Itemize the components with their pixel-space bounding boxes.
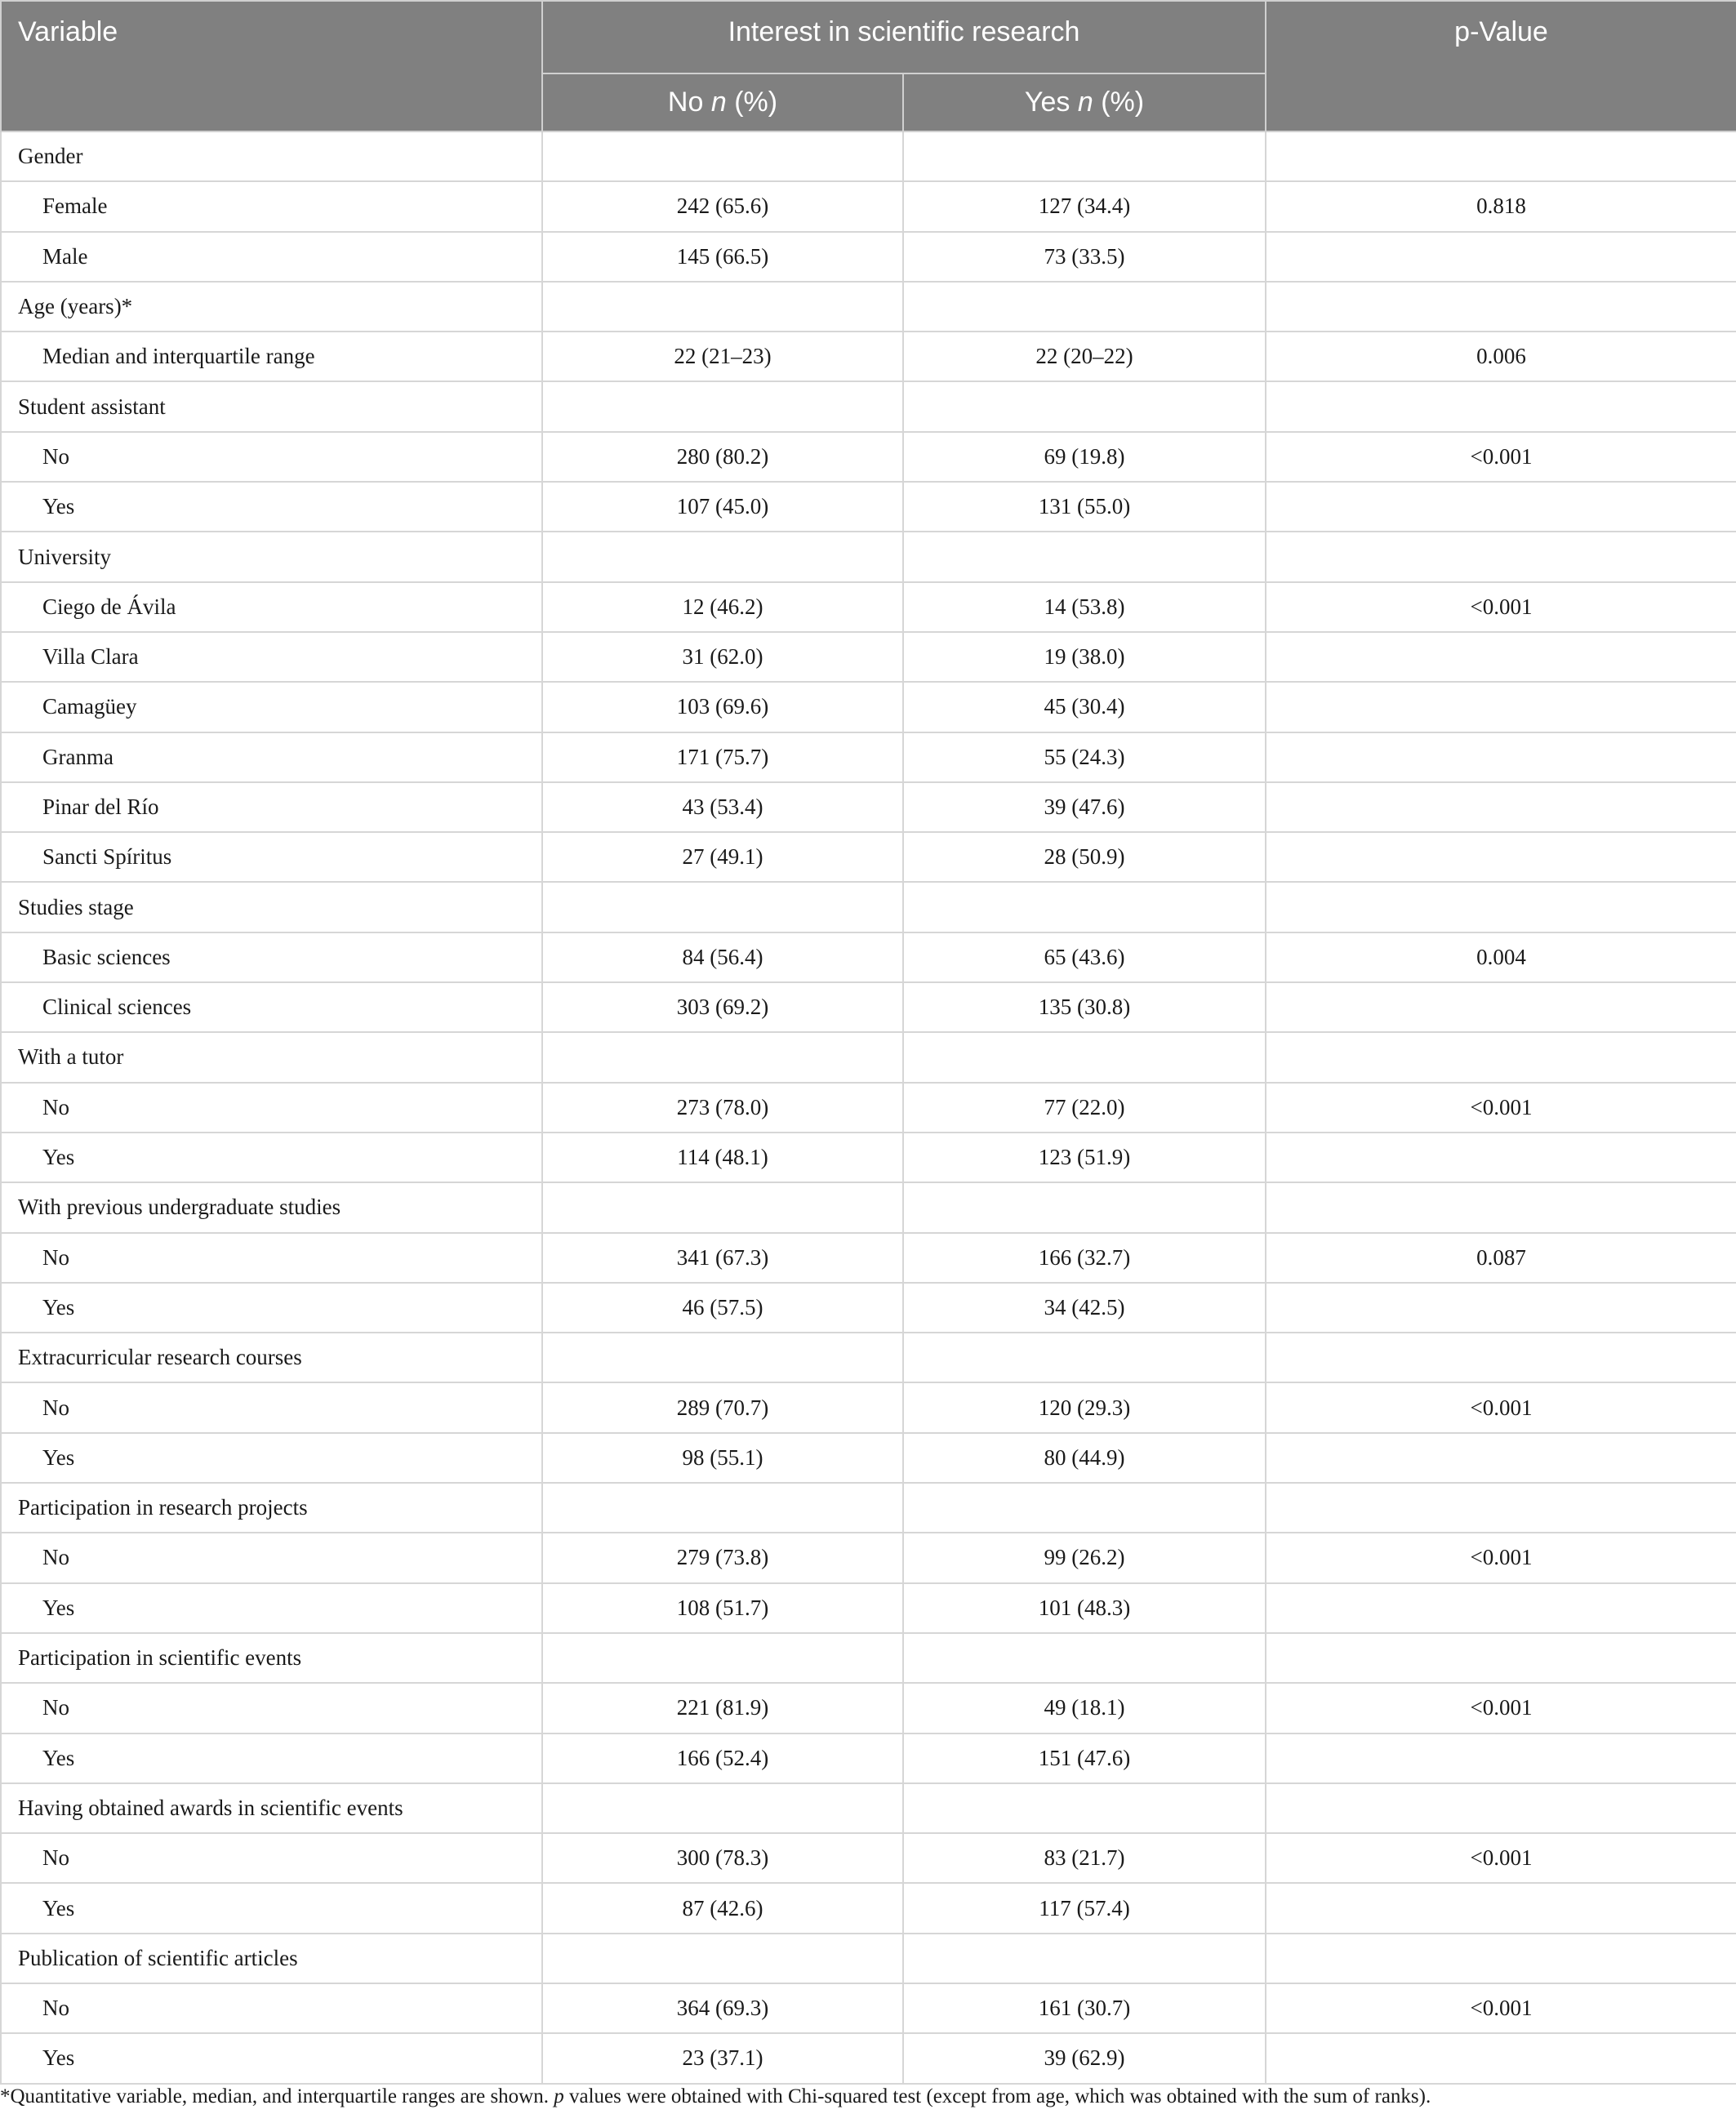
cell-pvalue: [1266, 1283, 1736, 1333]
cell-pvalue: [1266, 131, 1736, 181]
table-row: [1, 1433, 1736, 1483]
cell-yes: 69 (19.8): [903, 432, 1266, 482]
cell-yes: 22 (20–22): [903, 332, 1266, 381]
table-group-row: [1, 131, 1736, 181]
group-label: Having obtained awards in scientific events: [1, 1783, 542, 1833]
header-interest: Interest in scientific research: [542, 1, 1266, 73]
table-body: [1, 131, 1736, 2084]
cell-no: [542, 381, 903, 431]
row-label: Yes: [1, 2033, 542, 2083]
cell-no: 364 (69.3): [542, 1983, 903, 2033]
group-label: Publication of scientific articles: [1, 1934, 542, 1983]
cell-yes: 120 (29.3): [903, 1382, 1266, 1432]
cell-pvalue: [1266, 1583, 1736, 1633]
header-no: [542, 73, 903, 131]
table-row: [1, 1233, 1736, 1283]
table-row: [1, 782, 1736, 832]
table-row: [1, 181, 1736, 231]
cell-yes: 80 (44.9): [903, 1433, 1266, 1483]
cell-pvalue: [1266, 532, 1736, 581]
group-label: Extracurricular research courses: [1, 1333, 542, 1382]
group-label: Studies stage: [1, 882, 542, 932]
table-group-row: [1, 1783, 1736, 1833]
cell-no: 107 (45.0): [542, 482, 903, 532]
cell-pvalue: [1266, 1433, 1736, 1483]
table-row: [1, 1683, 1736, 1733]
footnote-part1: *Quantitative variable, median, and interquartile ranges are shown.: [0, 2085, 554, 2107]
cell-no: [542, 882, 903, 932]
footnote-p-italic: p: [554, 2085, 564, 2107]
cell-pvalue: <0.001: [1266, 582, 1736, 632]
header-no-word: No: [667, 87, 704, 118]
header-yes-pct: (%): [1101, 87, 1145, 118]
cell-no: [542, 1633, 903, 1683]
cell-pvalue: <0.001: [1266, 1683, 1736, 1733]
cell-yes: 101 (48.3): [903, 1583, 1266, 1633]
cell-pvalue: [1266, 282, 1736, 332]
table-row: [1, 482, 1736, 532]
cell-no: 103 (69.6): [542, 682, 903, 732]
table-row: [1, 682, 1736, 732]
header-no-pct: (%): [734, 87, 778, 118]
table-row: [1, 1583, 1736, 1633]
table-row: [1, 1533, 1736, 1582]
table-row: [1, 1133, 1736, 1182]
cell-no: 221 (81.9): [542, 1683, 903, 1733]
table-group-row: [1, 882, 1736, 932]
row-label: No: [1, 1382, 542, 1432]
cell-pvalue: [1266, 1483, 1736, 1533]
cell-no: [542, 1182, 903, 1232]
cell-pvalue: [1266, 1733, 1736, 1783]
cell-yes: [903, 1483, 1266, 1533]
cell-yes: [903, 532, 1266, 581]
cell-pvalue: [1266, 1783, 1736, 1833]
cell-no: 171 (75.7): [542, 732, 903, 782]
cell-yes: 135 (30.8): [903, 982, 1266, 1032]
cell-yes: 19 (38.0): [903, 632, 1266, 682]
table-row: [1, 632, 1736, 682]
group-label: Student assistant: [1, 381, 542, 431]
table-row: [1, 832, 1736, 882]
cell-no: 31 (62.0): [542, 632, 903, 682]
cell-yes: 99 (26.2): [903, 1533, 1266, 1582]
cell-pvalue: [1266, 1032, 1736, 1082]
cell-yes: 131 (55.0): [903, 482, 1266, 532]
table-row: [1, 982, 1736, 1032]
table-row: [1, 1083, 1736, 1133]
row-label: No: [1, 1833, 542, 1883]
table-group-row: [1, 1032, 1736, 1082]
cell-no: 27 (49.1): [542, 832, 903, 882]
cell-yes: [903, 282, 1266, 332]
row-label: Yes: [1, 1133, 542, 1182]
group-label: Participation in scientific events: [1, 1633, 542, 1683]
cell-pvalue: [1266, 1633, 1736, 1683]
cell-no: 12 (46.2): [542, 582, 903, 632]
cell-no: [542, 532, 903, 581]
cell-pvalue: [1266, 1934, 1736, 1983]
table-group-row: [1, 1483, 1736, 1533]
cell-yes: [903, 1032, 1266, 1082]
cell-pvalue: <0.001: [1266, 1083, 1736, 1133]
cell-no: 87 (42.6): [542, 1883, 903, 1933]
cell-no: 22 (21–23): [542, 332, 903, 381]
row-label: Median and interquartile range: [1, 332, 542, 381]
cell-no: 280 (80.2): [542, 432, 903, 482]
cell-pvalue: [1266, 832, 1736, 882]
cell-no: 289 (70.7): [542, 1382, 903, 1432]
cell-no: 341 (67.3): [542, 1233, 903, 1283]
group-label: With a tutor: [1, 1032, 542, 1082]
header-yes-n: n: [1077, 87, 1093, 118]
cell-no: 279 (73.8): [542, 1533, 903, 1582]
cell-no: 273 (78.0): [542, 1083, 903, 1133]
cell-no: [542, 131, 903, 181]
row-label: Sancti Spíritus: [1, 832, 542, 882]
cell-yes: 127 (34.4): [903, 181, 1266, 231]
header-yes: [903, 73, 1266, 131]
row-label: Yes: [1, 1433, 542, 1483]
table-row: [1, 1382, 1736, 1432]
cell-yes: 14 (53.8): [903, 582, 1266, 632]
table-row: [1, 1833, 1736, 1883]
table-row: [1, 582, 1736, 632]
cell-yes: [903, 1182, 1266, 1232]
row-label: No: [1, 1983, 542, 2033]
table-row: [1, 1733, 1736, 1783]
table-group-row: [1, 1333, 1736, 1382]
cell-yes: [903, 131, 1266, 181]
cell-pvalue: <0.001: [1266, 1983, 1736, 2033]
cell-yes: [903, 1934, 1266, 1983]
cell-yes: 117 (57.4): [903, 1883, 1266, 1933]
row-label: Clinical sciences: [1, 982, 542, 1032]
row-label: Basic sciences: [1, 932, 542, 982]
row-label: Yes: [1, 1283, 542, 1333]
cell-no: [542, 1483, 903, 1533]
row-label: Female: [1, 181, 542, 231]
row-label: No: [1, 1233, 542, 1283]
cell-no: [542, 282, 903, 332]
cell-pvalue: <0.001: [1266, 432, 1736, 482]
cell-pvalue: [1266, 732, 1736, 782]
header-variable: Variable: [1, 1, 542, 131]
cell-yes: 151 (47.6): [903, 1733, 1266, 1783]
row-label: No: [1, 1533, 542, 1582]
cell-no: 242 (65.6): [542, 181, 903, 231]
cell-yes: 73 (33.5): [903, 232, 1266, 282]
row-label: Male: [1, 232, 542, 282]
table-group-row: [1, 1934, 1736, 1983]
group-label: Gender: [1, 131, 542, 181]
header-pvalue: p-Value: [1266, 1, 1736, 131]
row-label: Granma: [1, 732, 542, 782]
cell-yes: 49 (18.1): [903, 1683, 1266, 1733]
cell-no: 98 (55.1): [542, 1433, 903, 1483]
group-label: Age (years)*: [1, 282, 542, 332]
row-label: Ciego de Ávila: [1, 582, 542, 632]
cell-yes: 34 (42.5): [903, 1283, 1266, 1333]
cell-yes: [903, 1333, 1266, 1382]
cell-no: 300 (78.3): [542, 1833, 903, 1883]
table-row: [1, 1983, 1736, 2033]
cell-pvalue: [1266, 1133, 1736, 1182]
cell-yes: [903, 381, 1266, 431]
row-label: Yes: [1, 1883, 542, 1933]
cell-no: 145 (66.5): [542, 232, 903, 282]
table-footnote: [0, 2085, 1431, 2108]
table-header: [1, 1, 1736, 131]
row-label: Camagüey: [1, 682, 542, 732]
cell-pvalue: 0.004: [1266, 932, 1736, 982]
cell-no: 43 (53.4): [542, 782, 903, 832]
table-group-row: [1, 282, 1736, 332]
group-label: With previous undergraduate studies: [1, 1182, 542, 1232]
cell-yes: [903, 1783, 1266, 1833]
header-no-n: n: [710, 87, 727, 118]
cell-no: 114 (48.1): [542, 1133, 903, 1182]
row-label: No: [1, 1083, 542, 1133]
cell-pvalue: [1266, 782, 1736, 832]
cell-yes: 45 (30.4): [903, 682, 1266, 732]
table-group-row: [1, 381, 1736, 431]
cell-no: 303 (69.2): [542, 982, 903, 1032]
table-group-row: [1, 1182, 1736, 1232]
cell-no: 108 (51.7): [542, 1583, 903, 1633]
table-row: [1, 432, 1736, 482]
table-row: [1, 2033, 1736, 2083]
row-label: Yes: [1, 1583, 542, 1633]
group-label: Participation in research projects: [1, 1483, 542, 1533]
cell-pvalue: [1266, 632, 1736, 682]
cell-yes: 65 (43.6): [903, 932, 1266, 982]
cell-pvalue: [1266, 381, 1736, 431]
cell-pvalue: [1266, 1333, 1736, 1382]
cell-yes: [903, 1633, 1266, 1683]
cell-pvalue: [1266, 882, 1736, 932]
cell-no: [542, 1333, 903, 1382]
cell-yes: 55 (24.3): [903, 732, 1266, 782]
row-label: Pinar del Río: [1, 782, 542, 832]
cell-pvalue: [1266, 482, 1736, 532]
table-row: [1, 732, 1736, 782]
group-label: University: [1, 532, 542, 581]
cell-yes: 28 (50.9): [903, 832, 1266, 882]
cell-no: 46 (57.5): [542, 1283, 903, 1333]
cell-pvalue: <0.001: [1266, 1833, 1736, 1883]
cell-pvalue: [1266, 1883, 1736, 1933]
cell-no: 23 (37.1): [542, 2033, 903, 2083]
cell-pvalue: 0.006: [1266, 332, 1736, 381]
row-label: No: [1, 1683, 542, 1733]
header-yes-word: Yes: [1024, 87, 1071, 118]
table-row: [1, 332, 1736, 381]
cell-pvalue: 0.087: [1266, 1233, 1736, 1283]
table-row: [1, 1883, 1736, 1933]
cell-pvalue: [1266, 232, 1736, 282]
cell-yes: 39 (62.9): [903, 2033, 1266, 2083]
cell-pvalue: [1266, 682, 1736, 732]
footnote-part2: values were obtained with Chi-squared test (except from age, which was obtained with the sum of ranks).: [563, 2085, 1431, 2107]
table-group-row: [1, 532, 1736, 581]
cell-yes: 123 (51.9): [903, 1133, 1266, 1182]
cell-no: 84 (56.4): [542, 932, 903, 982]
cell-pvalue: [1266, 1182, 1736, 1232]
cell-no: 166 (52.4): [542, 1733, 903, 1783]
cell-pvalue: <0.001: [1266, 1533, 1736, 1582]
cell-yes: [903, 882, 1266, 932]
row-label: Villa Clara: [1, 632, 542, 682]
table-row: [1, 932, 1736, 982]
row-label: Yes: [1, 1733, 542, 1783]
cell-yes: 166 (32.7): [903, 1233, 1266, 1283]
cell-pvalue: [1266, 982, 1736, 1032]
cell-no: [542, 1032, 903, 1082]
cell-no: [542, 1783, 903, 1833]
cell-pvalue: <0.001: [1266, 1382, 1736, 1432]
table-row: [1, 232, 1736, 282]
row-label: Yes: [1, 482, 542, 532]
cell-yes: 77 (22.0): [903, 1083, 1266, 1133]
table-row: [1, 1283, 1736, 1333]
cell-pvalue: [1266, 2033, 1736, 2083]
cell-no: [542, 1934, 903, 1983]
table-group-row: [1, 1633, 1736, 1683]
cell-yes: 161 (30.7): [903, 1983, 1266, 2033]
cell-pvalue: 0.818: [1266, 181, 1736, 231]
cell-yes: 39 (47.6): [903, 782, 1266, 832]
row-label: No: [1, 432, 542, 482]
cell-yes: 83 (21.7): [903, 1833, 1266, 1883]
